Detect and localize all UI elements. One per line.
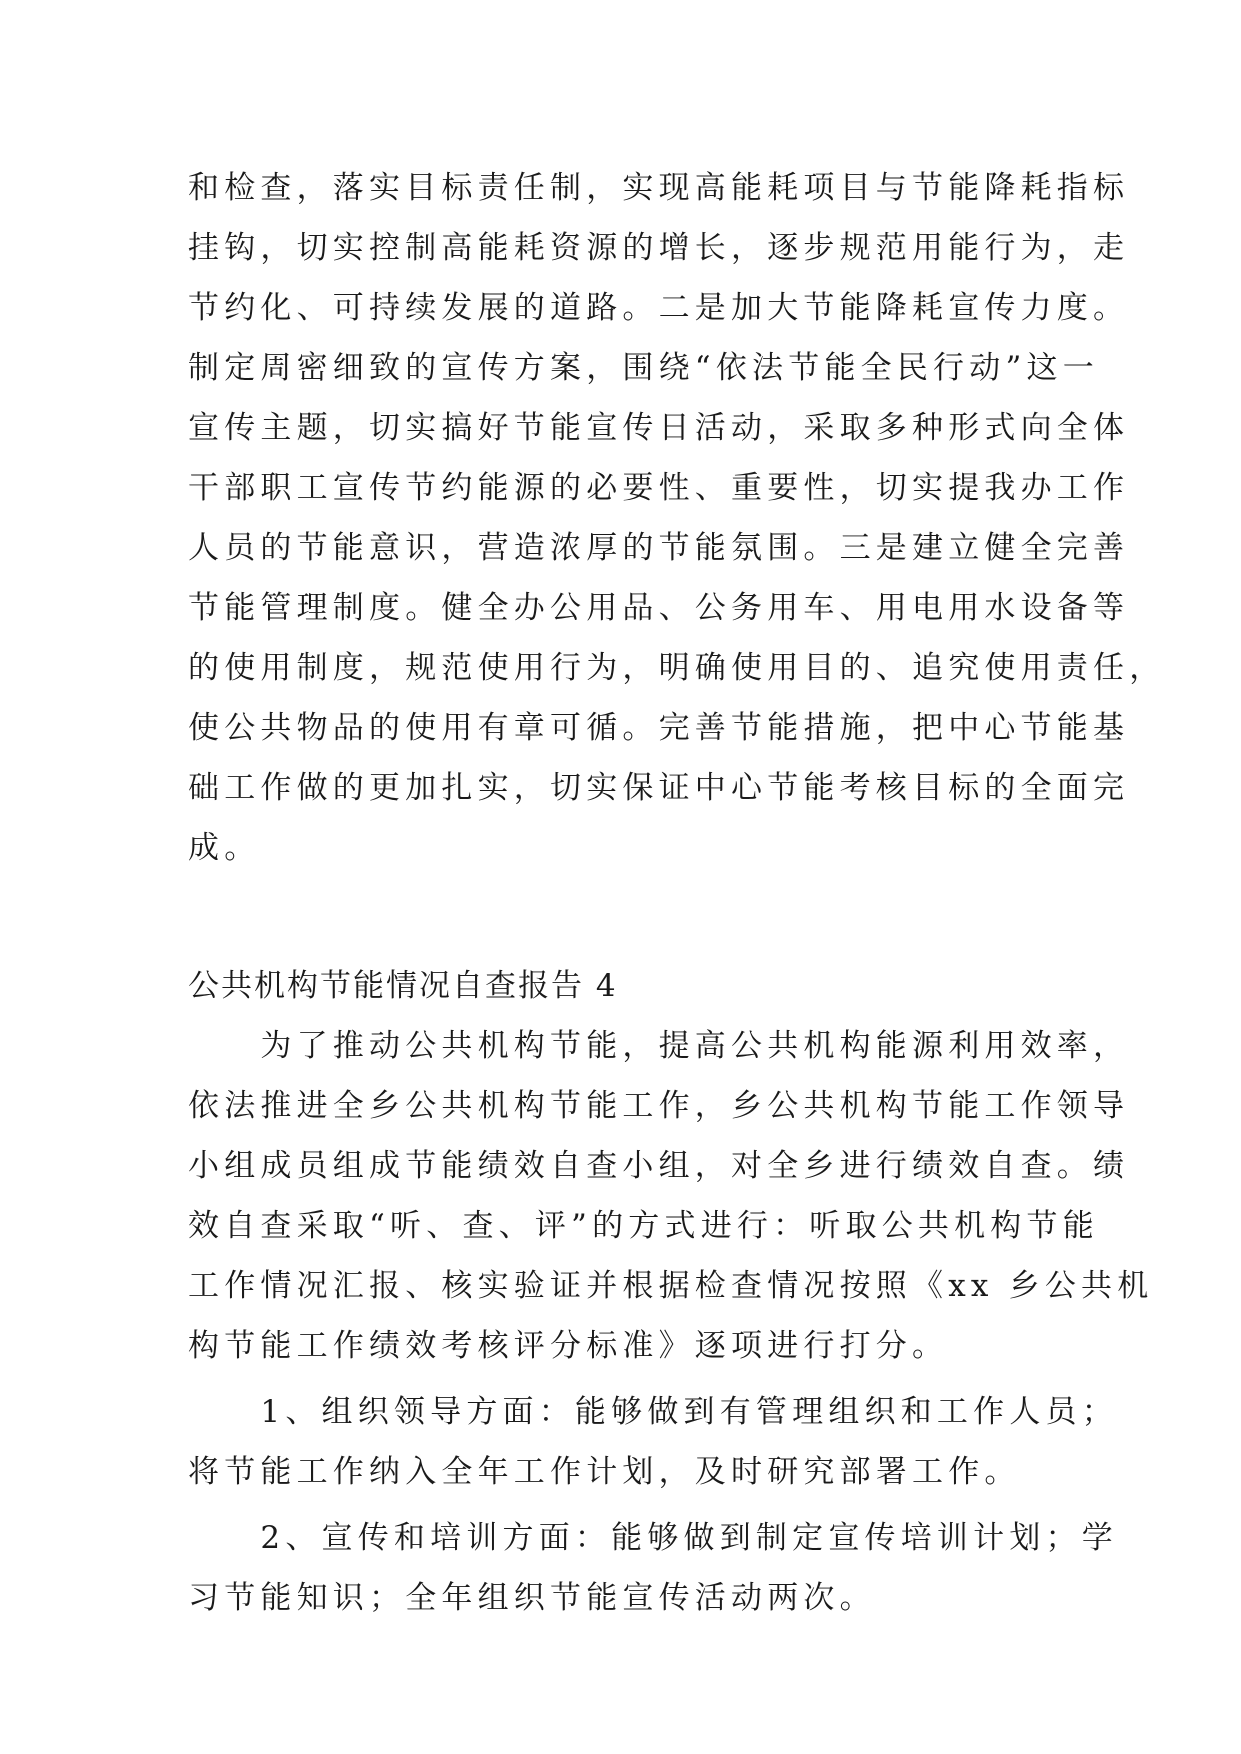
text-line: 制定周密细致的宣传方案，围绕“依法节能全民行动”这一 [188,350,1099,386]
spacer [188,878,1068,956]
text-line: 节能管理制度。健全办公用品、公务用车、用电用水设备等 [188,590,1130,626]
text-line: 和检查，落实目标责任制，实现高能耗项目与节能降耗指标 [188,170,1130,206]
text-line: 效自查采取“听、查、评”的方式进行：听取公共机构节能 [188,1208,1099,1244]
text-line: 1、组织领导方面：能够做到有管理组织和工作人员； [188,1394,1118,1430]
text-line: 依法推进全乡公共机构节能工作，乡公共机构节能工作领导 [188,1088,1130,1124]
text-line: 使公共物品的使用有章可循。完善节能措施，把中心节能基 [188,710,1130,746]
paragraph-continued [188,158,1166,878]
text-line: 节约化、可持续发展的道路。二是加大节能降耗宣传力度。 [188,290,1130,326]
text-line: 成。 [188,830,261,866]
paragraph-intro [188,1016,1154,1376]
text-line: 将节能工作纳入全年工作计划，及时研究部署工作。 [188,1454,1021,1490]
text-line: 构节能工作绩效考核评分标准》逐项进行打分。 [188,1328,949,1364]
section-title: 公共机构节能情况自查报告 4 [188,968,618,1004]
text-line: 干部职工宣传节约能源的必要性、重要性，切实提我办工作 [188,470,1130,506]
text-line: 为了推动公共机构节能，提高公共机构能源利用效率， [188,1028,1130,1064]
text-line: 挂钩，切实控制高能耗资源的增长，逐步规范用能行为，走 [188,230,1130,266]
text-line: 的使用制度，规范使用行为，明确使用目的、追究使用责任， [188,650,1166,686]
text-line: 工作情况汇报、核实验证并根据检查情况按照《xx 乡公共机 [188,1268,1154,1304]
text-line: 2、宣传和培训方面：能够做到制定宣传培训计划；学 [188,1520,1118,1556]
text-line: 小组成员组成节能绩效自查小组，对全乡进行绩效自查。绩 [188,1148,1130,1184]
text-line: 宣传主题，切实搞好节能宣传日活动，采取多种形式向全体 [188,410,1130,446]
text-line: 习节能知识；全年组织节能宣传活动两次。 [188,1580,876,1616]
paragraph-item-2 [188,1508,1118,1628]
document-body [188,158,1166,1628]
paragraph-item-1 [188,1382,1118,1502]
text-line: 础工作做的更加扎实，切实保证中心节能考核目标的全面完 [188,770,1130,806]
text-line: 人员的节能意识，营造浓厚的节能氛围。三是建立健全完善 [188,530,1130,566]
